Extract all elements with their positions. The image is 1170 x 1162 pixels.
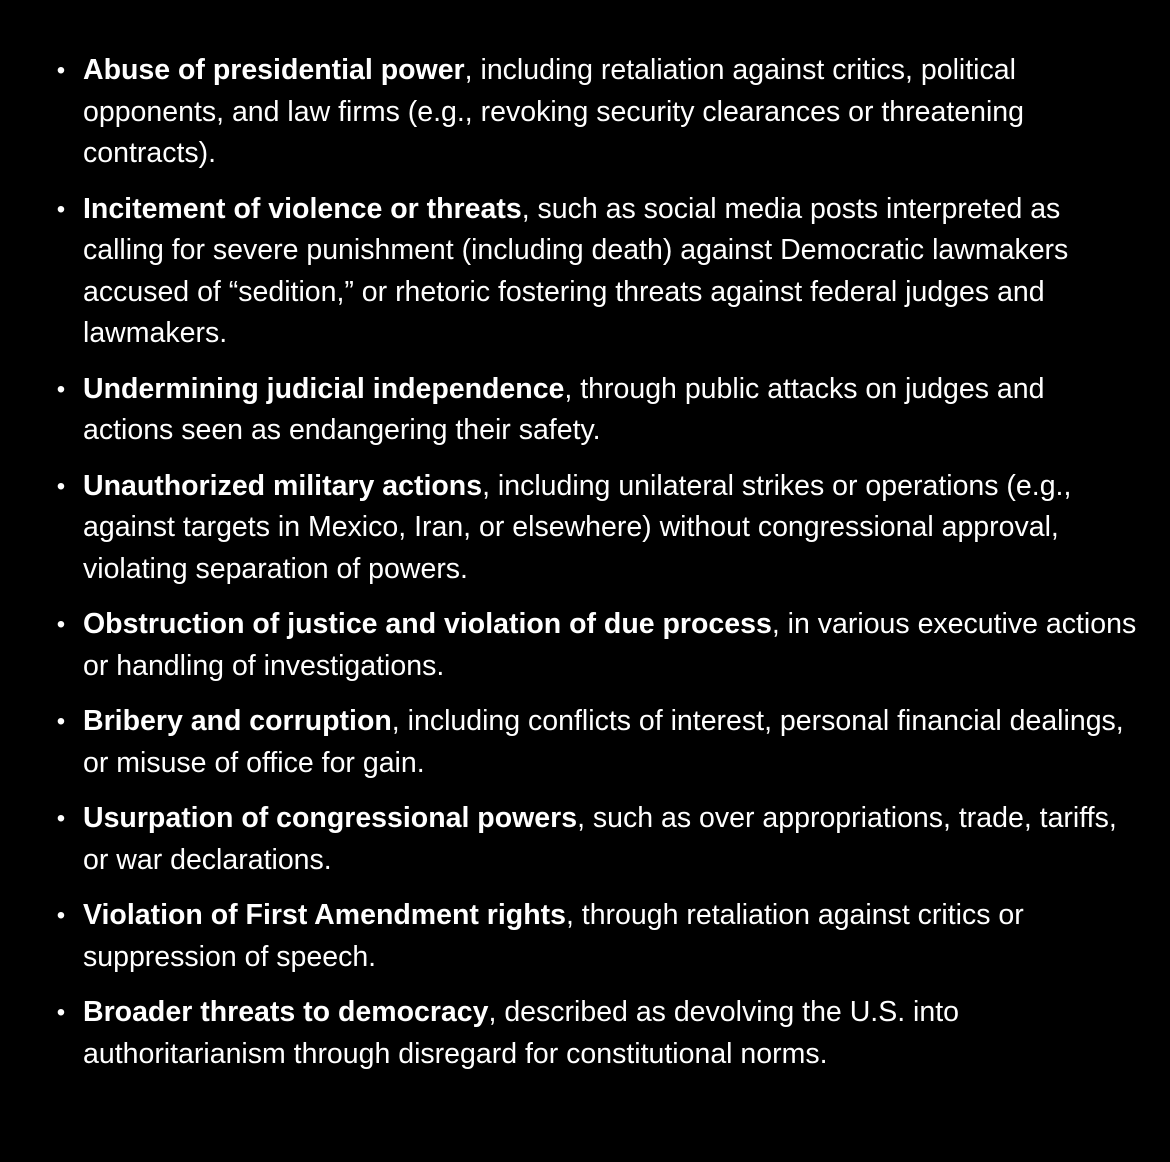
item-heading: Obstruction of justice and violation of due process [83,608,772,640]
list-item [0,466,1170,591]
list-item [0,992,1170,1075]
item-heading: Undermining judicial independence [83,372,565,405]
list-item [0,701,1170,784]
item-text: , through public attacks on judges and actions seen as endangering their safety. [83,372,1045,446]
item-heading: Broader threats to democracy [83,996,489,1028]
charges-bullet-list [0,50,1170,1075]
item-heading: Violation of First Amendment rights [83,899,566,931]
item-text: , including unilateral strikes or operations (e.g., against targets in Mexico, Iran, or elsewhere) without congressional approval, violating separation of powers. [83,469,1072,585]
bullet-icon: • [56,195,66,223]
item-text: , described as devolving the U.S. into authoritarianism through disregard for constitutional norms. [83,996,959,1070]
bullet-icon: • [56,57,66,84]
item-text: , such as over appropriations, trade, tariffs, or war declarations. [83,802,1117,876]
item-text: , including conflicts of interest, personal financial dealings, or misuse of office for gain. [83,705,1124,779]
bullet-icon: • [56,805,66,832]
bullet-icon: • [56,708,66,735]
item-heading: Abuse of presidential power [83,54,465,86]
item-heading: Bribery and corruption [83,705,392,737]
item-heading: Incitement of violence or threats [83,192,522,225]
bullet-icon: • [56,375,66,403]
list-item [0,50,1170,175]
item-text: , in various executive actions or handling of investigations. [83,608,1137,682]
list-item [0,369,1170,452]
bullet-icon: • [56,472,66,500]
item-text: , through retaliation against critics or suppression of speech. [83,899,1024,973]
list-item [0,798,1170,881]
bullet-icon: • [56,999,66,1026]
item-heading: Usurpation of congressional powers [83,802,578,834]
bullet-icon: • [56,611,66,638]
list-item [0,189,1170,355]
item-heading: Unauthorized military actions [83,469,483,502]
list-item [0,604,1170,687]
bullet-icon: • [56,902,66,929]
item-text: , such as social media posts interpreted as calling for severe punishment (including death) against Democratic lawmakers accused of “sedition,” or rhetoric fostering threats against federal judges and lawmakers. [83,192,1069,349]
list-item [0,895,1170,978]
document-body [0,50,1170,1089]
item-text: , including retaliation against critics, political opponents, and law firms (e.g., revoking security clearances or threatening contracts). [83,54,1024,169]
